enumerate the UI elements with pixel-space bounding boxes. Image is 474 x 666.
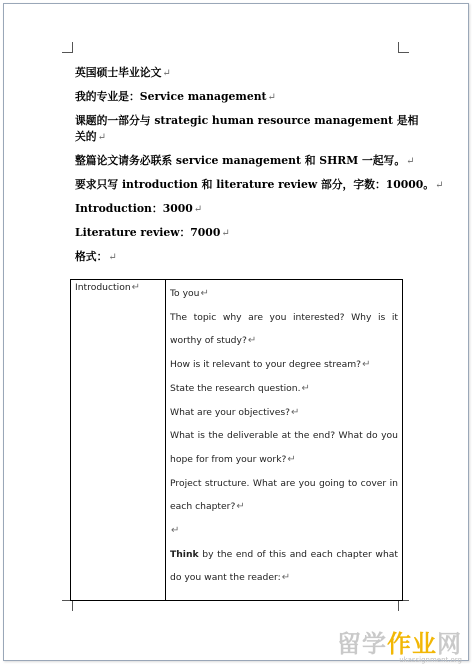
site-watermark — [337, 632, 462, 664]
doc-line-review-count: Literature review：7000↵ — [75, 226, 230, 239]
list-item: State the research question.↵ — [170, 382, 310, 394]
list-item: What is the deliverable at the end? What do you hope for from your work?↵ — [170, 430, 398, 465]
list-item: Think by the end of this and each chapter what do you want the reader:↵ — [170, 548, 398, 584]
crop-mark-top-left — [62, 42, 73, 53]
watermark-logo: 留学作业网 — [337, 630, 462, 658]
table-cell-content[interactable] — [166, 280, 403, 601]
doc-line-format: 格式：↵ — [75, 250, 117, 263]
list-item: The topic why are you interested? Why is it worthy of study?↵ — [170, 311, 398, 347]
table-cell-section[interactable]: Introduction↵ — [71, 280, 166, 601]
doc-line-intro-count: Introduction：3000↵ — [75, 202, 203, 215]
crop-mark-bottom-right — [398, 600, 409, 611]
doc-line-topic-cont: 关的↵ — [75, 130, 106, 143]
list-item: To you↵ — [170, 288, 209, 299]
list-item-empty: ↵ — [171, 525, 180, 537]
section-label: Introduction — [75, 282, 131, 293]
doc-line-title: 英国硕士毕业论文↵ — [75, 66, 171, 79]
document-body[interactable] — [75, 66, 444, 274]
crop-mark-top-right — [398, 42, 409, 53]
list-item: Project structure. What are you going to cover in each chapter?↵ — [170, 477, 398, 513]
doc-line-requirement: 整篇论文请务必联系 service management 和 SHRM 一起写。↵ — [75, 154, 415, 167]
doc-line-topic: 课题的一部分与 strategic human resource management 是相 — [75, 114, 419, 127]
list-item: How is it relevant to your degree stream?↵ — [170, 359, 371, 371]
crop-mark-bottom-left — [62, 600, 73, 611]
format-table[interactable] — [70, 279, 403, 601]
doc-line-scope: 要求只写 introduction 和 literature review 部分，字数：10000。↵ — [75, 178, 444, 191]
list-item: What are your objectives?↵ — [170, 406, 300, 418]
doc-line-major: 我的专业是：Service management↵ — [75, 90, 276, 103]
table-row — [71, 280, 403, 601]
watermark-url: ukassignment.org — [399, 656, 462, 664]
